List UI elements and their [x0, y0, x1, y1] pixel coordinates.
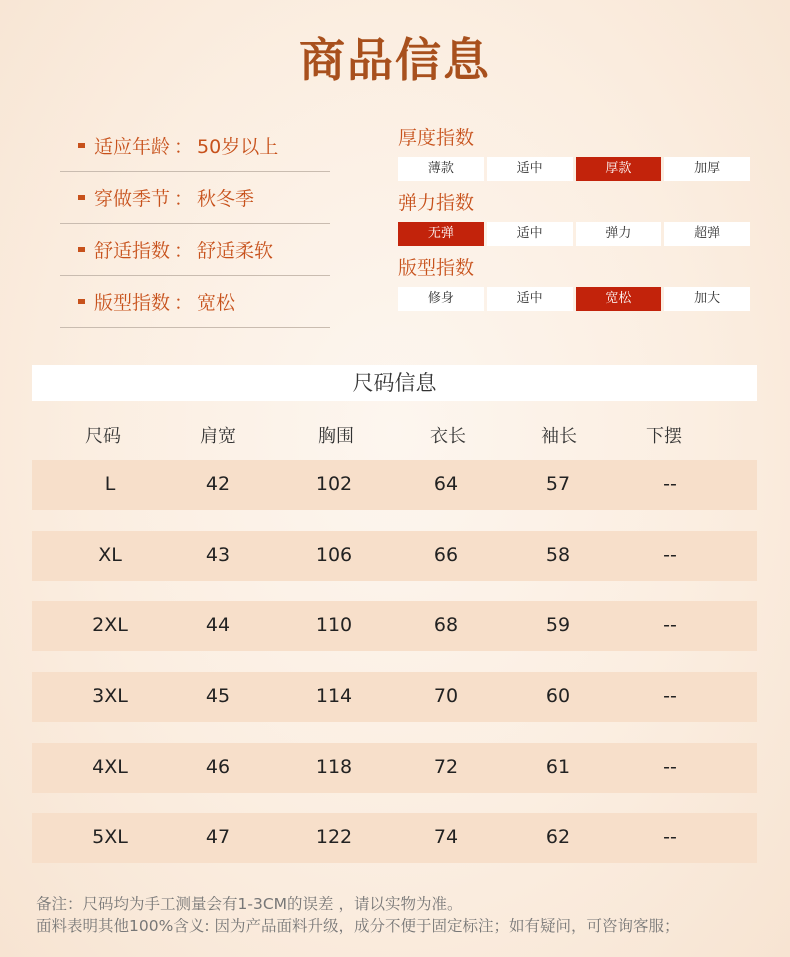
table-cell: 57 — [545, 473, 571, 495]
attribute-label: 适应年龄 — [94, 136, 171, 158]
index-option-selected: 无弹 — [398, 222, 484, 246]
table-cell: 42 — [205, 473, 231, 495]
table-cell: 68 — [433, 614, 459, 636]
table-cell: -- — [663, 473, 677, 495]
index-option: 适中 — [487, 287, 573, 311]
table-row — [32, 460, 757, 510]
bullet-icon — [78, 143, 85, 148]
table-cell: 4XL — [92, 756, 128, 778]
table-row — [32, 531, 757, 581]
table-cell: 47 — [205, 826, 231, 848]
table-cell: 43 — [205, 544, 231, 566]
index-options — [398, 222, 750, 246]
index-title: 版型指数 — [398, 257, 475, 279]
column-header: 袖长 — [541, 426, 577, 447]
table-cell: 45 — [205, 685, 231, 707]
attribute-value: 宽松 — [197, 292, 236, 314]
attribute-label: 版型指数 — [94, 292, 171, 314]
attribute-separator: ： — [174, 240, 194, 262]
bullet-icon — [78, 299, 85, 304]
table-cell: 59 — [545, 614, 571, 636]
table-cell: 106 — [315, 544, 353, 566]
table-cell: 70 — [433, 685, 459, 707]
table-cell: 72 — [433, 756, 459, 778]
index-panel — [398, 124, 750, 319]
table-row — [32, 601, 757, 651]
table-row — [32, 743, 757, 793]
index-option: 修身 — [398, 287, 484, 311]
table-cell: 2XL — [92, 614, 128, 636]
page-title: 商品信息 — [299, 33, 491, 87]
attribute-row — [60, 120, 330, 172]
index-option: 适中 — [487, 222, 573, 246]
bullet-icon — [78, 247, 85, 252]
column-header: 衣长 — [430, 426, 466, 447]
table-cell: 64 — [433, 473, 459, 495]
table-cell: 110 — [315, 614, 353, 636]
index-option: 超弹 — [664, 222, 750, 246]
table-row — [32, 813, 757, 863]
attribute-row — [60, 224, 330, 276]
index-option: 弹力 — [576, 222, 662, 246]
note-line: 面料表明其他100%含义: 因为产品面料升级，成分不便于固定标注；如有疑问，可咨询客服； — [36, 917, 680, 935]
index-options — [398, 157, 750, 181]
notes — [36, 893, 679, 937]
table-cell: XL — [98, 544, 122, 566]
table-cell: 58 — [545, 544, 571, 566]
attribute-list — [60, 120, 330, 328]
table-cell: 114 — [315, 685, 353, 707]
table-cell: 62 — [545, 826, 571, 848]
size-table-column-headers — [32, 420, 757, 450]
table-cell: -- — [663, 614, 677, 636]
attribute-separator: ： — [174, 292, 194, 314]
attribute-value: 秋冬季 — [197, 188, 255, 210]
fit-index — [398, 254, 750, 311]
attribute-label: 穿做季节 — [94, 188, 171, 210]
index-option-selected: 宽松 — [576, 287, 662, 311]
table-cell: 3XL — [92, 685, 128, 707]
table-row — [32, 672, 757, 722]
table-cell: 44 — [205, 614, 231, 636]
attribute-label: 舒适指数 — [94, 240, 171, 262]
table-cell: 74 — [433, 826, 459, 848]
table-cell: -- — [663, 826, 677, 848]
attribute-row — [60, 172, 330, 224]
table-cell: 66 — [433, 544, 459, 566]
elasticity-index — [398, 189, 750, 246]
column-header: 肩宽 — [200, 426, 236, 447]
index-title: 弹力指数 — [398, 192, 475, 214]
table-cell: 5XL — [92, 826, 128, 848]
index-option: 适中 — [487, 157, 573, 181]
table-cell: 46 — [205, 756, 231, 778]
table-cell: 60 — [545, 685, 571, 707]
attribute-separator: ： — [174, 136, 194, 158]
size-table-header: 尺码信息 — [32, 365, 757, 401]
attribute-value: 舒适柔软 — [197, 240, 274, 262]
index-option: 加厚 — [664, 157, 750, 181]
table-cell: 122 — [315, 826, 353, 848]
index-options — [398, 287, 750, 311]
bullet-icon — [78, 195, 85, 200]
table-cell: 118 — [315, 756, 353, 778]
attribute-row — [60, 276, 330, 328]
column-header: 胸围 — [318, 426, 354, 447]
table-cell: -- — [663, 756, 677, 778]
column-header: 尺码 — [85, 426, 121, 447]
note-line: 备注：尺码均为手工测量会有1-3CM的误差 ，请以实物为准。 — [36, 895, 463, 913]
table-cell: -- — [663, 544, 677, 566]
index-option: 加大 — [664, 287, 750, 311]
table-cell: -- — [663, 685, 677, 707]
column-header: 下摆 — [646, 426, 682, 447]
thickness-index — [398, 124, 750, 181]
attribute-value: 50岁以上 — [197, 136, 279, 158]
table-cell: L — [104, 473, 116, 495]
index-title: 厚度指数 — [398, 127, 475, 149]
index-option: 薄款 — [398, 157, 484, 181]
table-cell: 61 — [545, 756, 571, 778]
index-option-selected: 厚款 — [576, 157, 662, 181]
table-cell: 102 — [315, 473, 353, 495]
attribute-separator: ： — [174, 188, 194, 210]
